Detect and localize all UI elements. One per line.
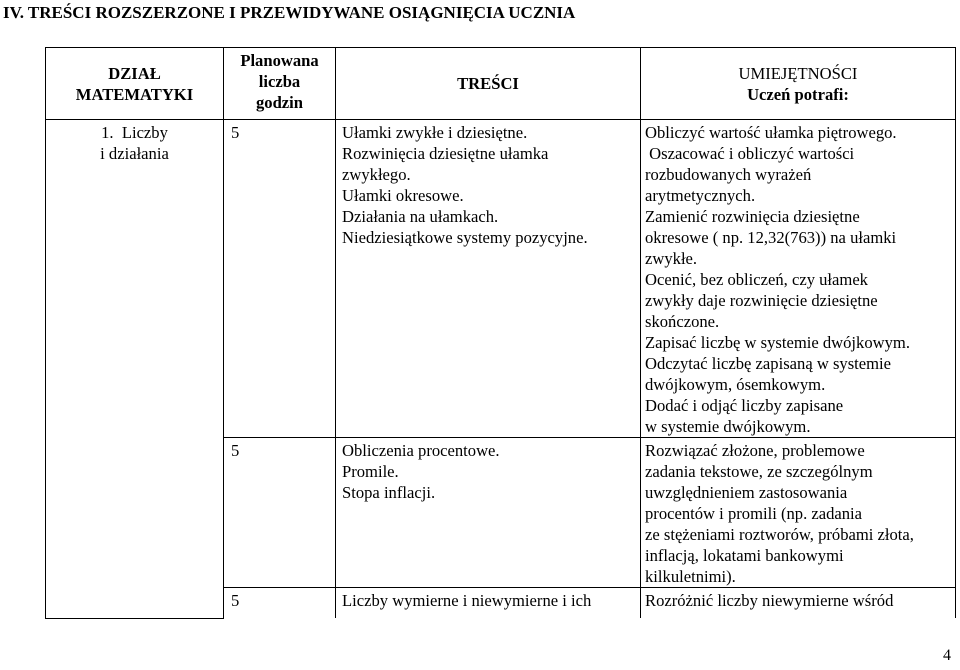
skill-line: zwykły daje rozwinięcie dziesiętne	[645, 291, 878, 310]
content-line: Obliczenia procentowe.	[342, 441, 500, 460]
header-content	[336, 48, 641, 120]
header-hours-line2: liczba	[258, 72, 301, 91]
skill-line: Zapisać liczbę w systemie dwójkowym.	[645, 333, 910, 352]
content-line: Stopa inflacji.	[342, 483, 436, 502]
hours-value: 5	[231, 591, 240, 610]
header-hours	[224, 48, 336, 120]
skill-line: Rozwiązać złożone, problemowe	[645, 441, 865, 460]
page-number: 4	[943, 647, 951, 664]
header-dzial-line1: DZIAŁ	[108, 63, 161, 83]
content-cell	[336, 438, 641, 588]
content-cell	[336, 120, 641, 438]
section-name-line2: i działania	[100, 144, 169, 163]
content-line: Liczby wymierne i niewymierne i ich	[342, 591, 592, 610]
content-line: Działania na ułamkach.	[342, 207, 499, 226]
skill-line: rozbudowanych wyrażeń	[645, 165, 812, 184]
hours-value: 5	[231, 123, 240, 142]
skill-line: dwójkowym, ósemkowym.	[645, 375, 826, 394]
content-line: Niedziesiątkowe systemy pozycyjne.	[342, 228, 588, 247]
skill-line: Rozróżnić liczby niewymierne wśród	[645, 591, 894, 610]
skill-line: procentów i promili (np. zadania	[645, 504, 863, 523]
content-line: Ułamki zwykłe i dziesiętne.	[342, 123, 528, 142]
table-row	[46, 120, 956, 438]
skill-line: zwykłe.	[645, 249, 698, 268]
skill-line: inflacją, lokatami bankowymi	[645, 546, 844, 565]
header-hours-line3: godzin	[255, 93, 304, 112]
skill-line: ze stężeniami roztworów, próbami złota,	[645, 525, 914, 544]
header-dzial-line2: MATEMATYKI	[75, 84, 194, 104]
header-hours-line1: Planowana	[240, 51, 319, 70]
header-content-label: TREŚCI	[457, 74, 519, 93]
content-line: zwykłego.	[342, 165, 411, 184]
section-name-line1: 1. Liczby	[101, 123, 168, 142]
table-header-row	[46, 48, 956, 120]
header-skills	[641, 48, 956, 120]
content-cell	[336, 588, 641, 619]
skill-line: w systemie dwójkowym.	[645, 417, 811, 436]
section-heading: IV. TREŚCI ROZSZERZONE I PRZEWIDYWANE OSIĄGNIĘCIA UCZNIA	[3, 3, 576, 22]
content-line: Ułamki okresowe.	[342, 186, 464, 205]
skill-line: arytmetycznych.	[645, 186, 756, 205]
content-line: Rozwinięcia dziesiętne ułamka	[342, 144, 549, 163]
hours-cell	[224, 588, 336, 619]
skill-line: uwzględnieniem zastosowania	[645, 483, 848, 502]
hours-value: 5	[231, 441, 240, 460]
header-dzial	[46, 48, 224, 120]
skill-line: Oszacować i obliczyć wartości	[645, 144, 855, 163]
skill-line: Odczytać liczbę zapisaną w systemie	[645, 354, 892, 373]
skills-cell	[641, 120, 956, 438]
header-skills-line1: UMIEJĘTNOŚCI	[738, 63, 858, 83]
skills-cell	[641, 588, 956, 619]
skill-line: okresowe ( np. 12,32(763)) na ułamki	[645, 228, 897, 247]
skill-line: zadania tekstowe, ze szczególnym	[645, 462, 873, 481]
header-skills-line2: Uczeń potrafi:	[747, 84, 849, 104]
skill-line: Obliczyć wartość ułamka piętrowego.	[645, 123, 897, 142]
skills-cell	[641, 438, 956, 588]
skill-line: skończone.	[645, 312, 720, 331]
skill-line: Zamienić rozwinięcia dziesiętne	[645, 207, 860, 226]
hours-cell	[224, 120, 336, 438]
skill-line: Dodać i odjąć liczby zapisane	[645, 396, 844, 415]
content-line: Promile.	[342, 462, 399, 481]
skill-line: Ocenić, bez obliczeń, czy ułamek	[645, 270, 868, 289]
section-name-cell	[46, 120, 224, 619]
skill-line: kilkuletnimi).	[645, 567, 736, 586]
curriculum-table	[45, 47, 956, 619]
hours-cell	[224, 438, 336, 588]
